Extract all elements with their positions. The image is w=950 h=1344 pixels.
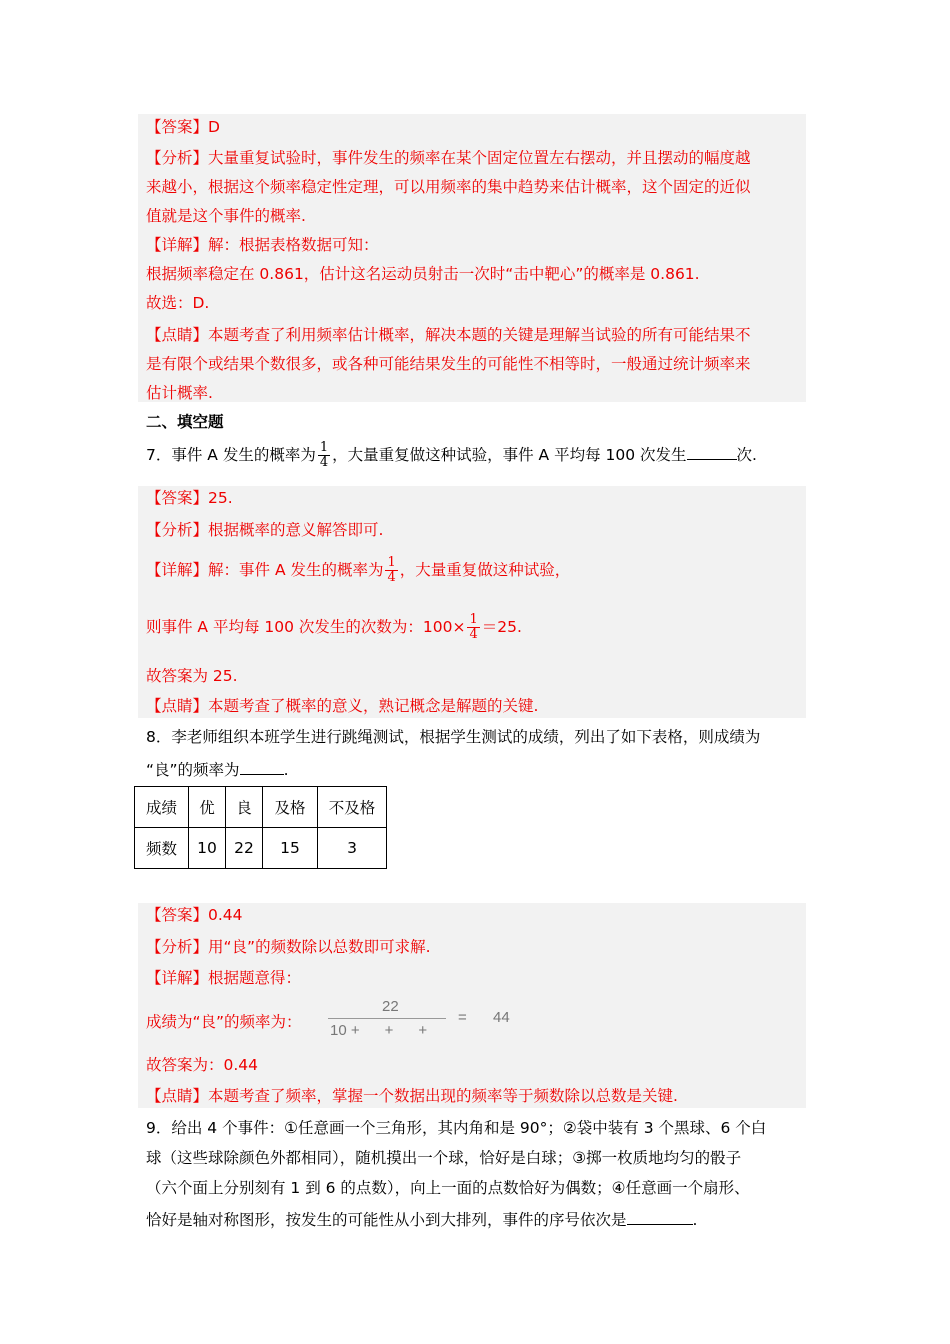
- q8-eq-sign: =: [458, 1009, 467, 1026]
- q8-eq-numerator: 22: [382, 998, 399, 1015]
- q8-comment: 【点睛】本题考查了频率，掌握一个数据出现的频率等于频数除以总数是关键.: [146, 1087, 678, 1105]
- q9-line-2: 球（这些球除颜色外都相同），随机摸出一个球，恰好是白球；③掷一枚质地均匀的骰子: [146, 1149, 742, 1167]
- q8-answer: 【答案】0.44: [146, 906, 243, 924]
- table-cell: 优: [189, 787, 226, 828]
- q6-comment-line-3: 估计概率.: [146, 384, 213, 402]
- q8-equation-image: [326, 998, 526, 1042]
- q7-detail-line-1: 【详解】解：事件 A 发生的概率为 $\frac{1}{4}$ ，大量重复做这种试验，: [146, 555, 571, 585]
- q6-analysis-line-3: 值就是这个事件的概率.: [146, 207, 306, 225]
- q8-stem-line-2: “良”的频率为 .: [146, 758, 289, 780]
- q9-answer-blank: [627, 1208, 693, 1225]
- q6-analysis-line-2: 来越小，根据这个频率稳定性定理，可以用频率的集中趋势来估计概率，这个固定的近似: [146, 178, 751, 196]
- q9-line-1: 9．给出 4 个事件：①任意画一个三角形，其内角和是 90°；②袋中装有 3 个黑球、6 个白: [146, 1119, 767, 1137]
- q9-line-3: （六个面上分别刻有 1 到 6 的点数），向上一面的点数恰好为偶数；④任意画一个扇形、: [146, 1179, 750, 1197]
- q8-conclusion: 故答案为：0.44: [146, 1056, 259, 1074]
- q7-detail-fraction-2: $\frac{1}{4}$: [469, 612, 478, 642]
- q7-answer: 【答案】25.: [146, 489, 233, 507]
- table-cell: 良: [226, 787, 263, 828]
- q7-analysis: 【分析】根据概率的意义解答即可.: [146, 521, 384, 539]
- q6-detail-line-3: 故选：D.: [146, 294, 210, 312]
- table-cell: 15: [263, 828, 318, 869]
- q7-detail-line-2: 则事件 A 平均每 100 次发生的次数为：100× $\frac{1}{4}$ ＝25.: [146, 612, 522, 642]
- score-frequency-table: [134, 786, 387, 869]
- table-cell: 频数: [135, 828, 189, 869]
- q7-stem: 7．事件 A 发生的概率为 $\frac{1}{4}$ ，大量重复做这种试验，事件 A 平均每 100 次发生 次.: [146, 440, 757, 470]
- q7-comment: 【点睛】本题考查了概率的意义，熟记概念是解题的关键.: [146, 697, 539, 715]
- table-cell: 及格: [263, 787, 318, 828]
- q7-fraction: $\frac{1}{4}$: [319, 440, 329, 470]
- table-row: [135, 828, 387, 869]
- table-header-row: [135, 787, 387, 828]
- q8-stem-line-1: 8．李老师组织本班学生进行跳绳测试，根据学生测试的成绩，列出了如下表格，则成绩为: [146, 728, 761, 746]
- table-cell: 成绩: [135, 787, 189, 828]
- q6-detail-line-2: 根据频率稳定在 0.861，估计这名运动员射击一次时“击中靶心”的概率是 0.861.: [146, 265, 700, 283]
- table-cell: 22: [226, 828, 263, 869]
- q7-conclusion: 故答案为 25.: [146, 667, 238, 685]
- q6-answer: 【答案】D: [146, 118, 220, 136]
- q8-eq-denominator: 10 + + +: [330, 1022, 428, 1039]
- q8-analysis: 【分析】用“良”的频数除以总数即可求解.: [146, 938, 431, 956]
- q6-detail-line-1: 【详解】解：根据表格数据可知：: [146, 236, 379, 254]
- q8-eq-fraction-bar: [328, 1018, 446, 1019]
- table-cell: 10: [189, 828, 226, 869]
- section-title: 二、填空题: [146, 413, 224, 431]
- q6-comment-line-2: 是有限个或结果个数很多，或各种可能结果发生的可能性不相等时，一般通过统计频率来: [146, 355, 751, 373]
- q8-detail: 【详解】根据题意得：: [146, 969, 302, 987]
- q6-comment-line-1: 【点睛】本题考查了利用频率估计概率，解决本题的关键是理解当试验的所有可能结果不: [146, 326, 751, 344]
- table-cell: 3: [318, 828, 387, 869]
- q7-detail-fraction-1: $\frac{1}{4}$: [387, 555, 396, 585]
- q8-rate-label: 成绩为“良”的频率为：: [146, 1013, 302, 1031]
- q6-analysis-line-1: 【分析】大量重复试验时，事件发生的频率在某个固定位置左右摆动，并且摆动的幅度越: [146, 149, 751, 167]
- table-cell: 不及格: [318, 787, 387, 828]
- q9-line-4: 恰好是轴对称图形，按发生的可能性从小到大排列，事件的序号依次是 .: [146, 1208, 697, 1230]
- q7-answer-blank: [687, 443, 737, 460]
- q8-answer-blank: [240, 758, 284, 775]
- q8-eq-value: 44: [493, 1009, 510, 1026]
